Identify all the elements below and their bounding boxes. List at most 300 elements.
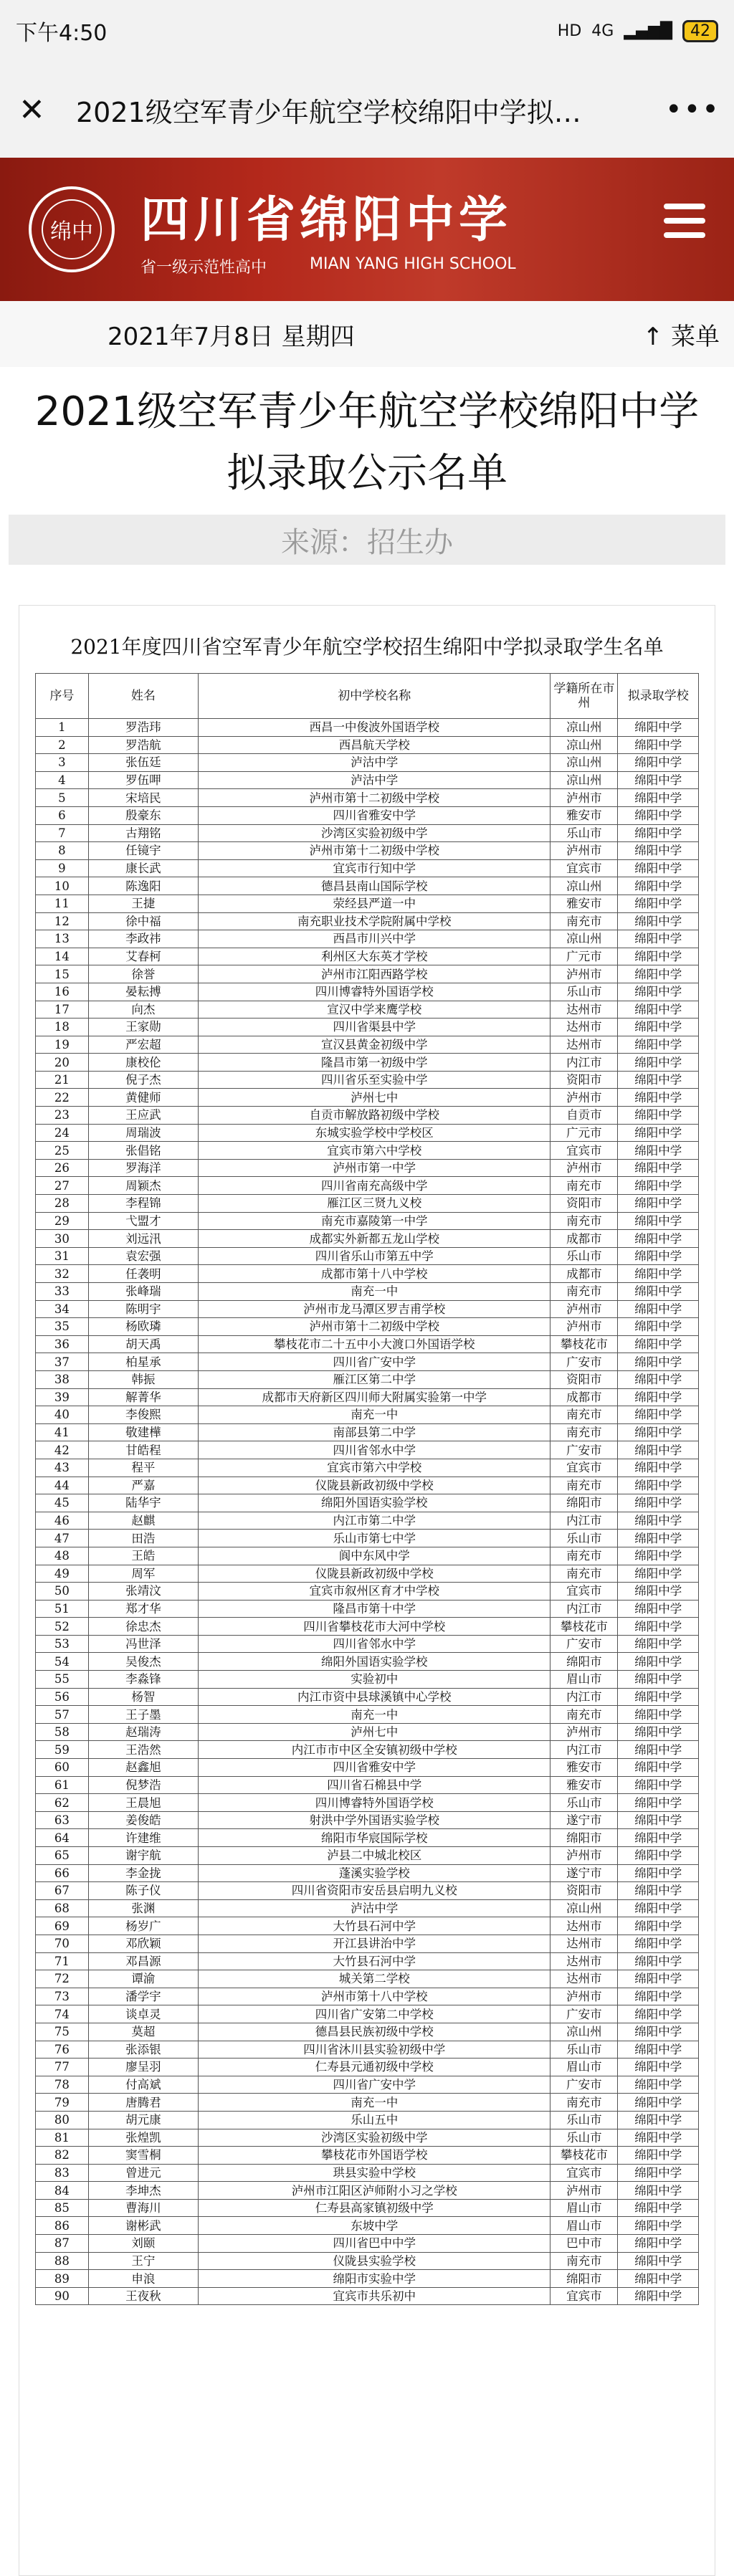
table-row <box>36 2252 699 2270</box>
table-cell: 绵阳中学 <box>618 1547 699 1565</box>
battery-level: 42 <box>690 22 710 40</box>
table-cell: 杨智 <box>88 1688 198 1706</box>
table-cell: 绵阳中学 <box>618 1054 699 1072</box>
table-cell: 绵阳中学 <box>618 1811 699 1829</box>
table-cell: 绵阳中学 <box>618 1001 699 1019</box>
table-row <box>36 1054 699 1072</box>
table-cell: 广安市 <box>550 1635 618 1653</box>
table-cell: 罗伍呷 <box>88 771 198 789</box>
table-cell: 攀枝花市二十五中小大渡口外国语学校 <box>199 1335 550 1353</box>
table-cell: 绵阳中学 <box>618 2199 699 2217</box>
article-source: 来源：招生办 <box>9 515 725 565</box>
table-cell: 向杰 <box>88 1001 198 1019</box>
table-cell: 程平 <box>88 1459 198 1477</box>
table-row <box>36 1477 699 1494</box>
table-cell: 晏耘搏 <box>88 983 198 1001</box>
table-row <box>36 1001 699 1019</box>
table-cell: 宜宾市 <box>550 1459 618 1477</box>
table-cell: 仪陇县实验学校 <box>199 2252 550 2270</box>
table-cell: 弋盟才 <box>88 1212 198 1230</box>
table-cell: 绵阳中学 <box>618 983 699 1001</box>
table-cell: 36 <box>36 1335 89 1353</box>
table-cell: 9 <box>36 859 89 877</box>
table-row <box>36 1265 699 1283</box>
school-brand <box>140 181 516 277</box>
table-cell: 仪陇县新政初级中学校 <box>199 1477 550 1494</box>
table-cell: 罗浩玮 <box>88 719 198 737</box>
table-cell: 广安市 <box>550 1353 618 1371</box>
table-cell: 康长武 <box>88 859 198 877</box>
table-cell: 53 <box>36 1635 89 1653</box>
table-cell: 16 <box>36 983 89 1001</box>
table-cell: 绵阳中学 <box>618 1776 699 1794</box>
table-row <box>36 1547 699 1565</box>
table-cell: 荥经县严道一中 <box>199 895 550 912</box>
table-row <box>36 1688 699 1706</box>
table-cell: 李俊熙 <box>88 1406 198 1424</box>
table-cell: 绵阳中学 <box>618 1353 699 1371</box>
table-cell: 69 <box>36 1917 89 1935</box>
table-cell: 南充职业技术学院附属中学校 <box>199 912 550 930</box>
table-cell: 绵阳中学 <box>618 877 699 895</box>
table-cell: 王皓 <box>88 1547 198 1565</box>
table-cell: 许建维 <box>88 1829 198 1847</box>
table-cell: 80 <box>36 2111 89 2129</box>
table-row <box>36 1565 699 1583</box>
date-bar <box>0 301 734 367</box>
table-cell: 61 <box>36 1776 89 1794</box>
table-cell: 82 <box>36 2147 89 2165</box>
table-row <box>36 1142 699 1160</box>
table-cell: 陈子仪 <box>88 1882 198 1900</box>
menu-button[interactable]: ↑ 菜单 <box>642 322 720 351</box>
table-row <box>36 1107 699 1125</box>
table-cell: 达州市 <box>550 1935 618 1952</box>
table-cell: 78 <box>36 2076 89 2094</box>
table-cell: 2 <box>36 736 89 754</box>
table-cell: 凉山州 <box>550 771 618 789</box>
table-cell: 绵阳中学 <box>618 2252 699 2270</box>
table-cell: 南充一中 <box>199 1706 550 1724</box>
table-cell: 吴俊杰 <box>88 1653 198 1671</box>
table-cell: 凉山州 <box>550 2023 618 2041</box>
nav-bar <box>0 62 734 158</box>
table-cell: 陈明宇 <box>88 1300 198 1318</box>
table-cell: 王捷 <box>88 895 198 912</box>
table-cell: 周颖杰 <box>88 1177 198 1195</box>
table-cell: 广安市 <box>550 2076 618 2094</box>
table-cell: 86 <box>36 2217 89 2235</box>
table-cell: 71 <box>36 1952 89 1970</box>
table-cell: 东坡中学 <box>199 2217 550 2235</box>
table-cell: 成都市 <box>550 1265 618 1283</box>
table-cell: 绵阳中学 <box>618 1688 699 1706</box>
table-cell: 绵阳中学 <box>618 1089 699 1107</box>
table-cell: 凉山州 <box>550 719 618 737</box>
table-cell: 70 <box>36 1935 89 1952</box>
table-cell: 隆昌市第一初级中学 <box>199 1054 550 1072</box>
table-cell: 南充市 <box>550 1477 618 1494</box>
table-cell: 乐山市 <box>550 2111 618 2129</box>
table-cell: 南充市 <box>550 1212 618 1230</box>
table-cell: 43 <box>36 1459 89 1477</box>
table-cell: 解菁华 <box>88 1388 198 1406</box>
table-cell: 绵阳中学 <box>618 1635 699 1653</box>
table-cell: 艾春柯 <box>88 948 198 965</box>
table-cell: 周瑞波 <box>88 1124 198 1142</box>
table-cell: 攀枝花市 <box>550 1618 618 1636</box>
table-row <box>36 1512 699 1530</box>
table-cell: 付高斌 <box>88 2076 198 2094</box>
table-cell: 内江市第二中学 <box>199 1512 550 1530</box>
table-cell: 攀枝花市外国语学校 <box>199 2147 550 2165</box>
table-cell: 75 <box>36 2023 89 2041</box>
table-cell: 绵阳市华宸国际学校 <box>199 1829 550 1847</box>
table-cell: 绵阳中学 <box>618 1265 699 1283</box>
column-header: 初中学校名称 <box>199 674 550 719</box>
table-cell: 四川省巴中中学 <box>199 2235 550 2253</box>
table-cell: 89 <box>36 2270 89 2288</box>
table-cell: 17 <box>36 1001 89 1019</box>
table-cell: 柏星承 <box>88 1353 198 1371</box>
table-cell: 绵阳中学 <box>618 2270 699 2288</box>
table-cell: 徐中福 <box>88 912 198 930</box>
table-cell: 37 <box>36 1353 89 1371</box>
table-cell: 泸州市 <box>550 1318 618 1336</box>
table-row <box>36 912 699 930</box>
table-cell: 谭渝 <box>88 1970 198 1988</box>
table-row <box>36 1300 699 1318</box>
table-row <box>36 895 699 912</box>
table-cell: 严宏超 <box>88 1036 198 1054</box>
table-cell: 泸州市 <box>550 1089 618 1107</box>
table-cell: 绵阳中学 <box>618 1370 699 1388</box>
table-row <box>36 859 699 877</box>
table-cell: 仁寿县高家镇初级中学 <box>199 2199 550 2217</box>
table-cell: 甘皓程 <box>88 1441 198 1459</box>
table-cell: 24 <box>36 1124 89 1142</box>
table-cell: 21 <box>36 1071 89 1089</box>
table-row <box>36 2041 699 2059</box>
table-cell: 四川省雅安中学 <box>199 1759 550 1777</box>
table-cell: 绵阳中学 <box>618 1019 699 1036</box>
table-cell: 绵阳中学 <box>618 2076 699 2094</box>
table-cell: 7 <box>36 824 89 842</box>
table-cell: 50 <box>36 1583 89 1601</box>
table-cell: 55 <box>36 1671 89 1689</box>
table-cell: 敬建樺 <box>88 1423 198 1441</box>
table-cell: 绵阳中学 <box>618 2041 699 2059</box>
table-cell: 绵阳中学 <box>618 842 699 860</box>
table-cell: 泸州市 <box>550 842 618 860</box>
table-cell: 泸沽中学 <box>199 771 550 789</box>
table-cell: 任镜宇 <box>88 842 198 860</box>
table-row <box>36 1847 699 1865</box>
table-row <box>36 719 699 737</box>
table-cell: 廖呈羽 <box>88 2059 198 2076</box>
table-cell: 四川省乐山市第五中学 <box>199 1247 550 1265</box>
table-cell: 泸州市 <box>550 965 618 983</box>
hamburger-menu-icon[interactable] <box>664 204 705 247</box>
table-cell: 绵阳中学 <box>618 754 699 772</box>
table-cell: 绵阳中学 <box>618 1706 699 1724</box>
table-row <box>36 2076 699 2094</box>
table-cell: 自贡市 <box>550 1107 618 1125</box>
table-cell: 35 <box>36 1318 89 1336</box>
table-cell: 13 <box>36 930 89 948</box>
table-row <box>36 1388 699 1406</box>
table-cell: 泸州市江阳西路学校 <box>199 965 550 983</box>
table-cell: 达州市 <box>550 1917 618 1935</box>
table-cell: 胡天禹 <box>88 1335 198 1353</box>
table-cell: 58 <box>36 1723 89 1741</box>
table-cell: 沙湾区实验初级中学 <box>199 2129 550 2147</box>
table-cell: 绵阳中学 <box>618 1423 699 1441</box>
table-cell: 泸州市第一中学 <box>199 1159 550 1177</box>
table-cell: 67 <box>36 1882 89 1900</box>
table-cell: 泸州市 <box>550 2182 618 2200</box>
table-cell: 城关第二学校 <box>199 1970 550 1988</box>
table-cell: 泸州市龙马潭区罗吉甫学校 <box>199 1300 550 1318</box>
table-cell: 射洪中学外国语实验学校 <box>199 1811 550 1829</box>
more-icon[interactable]: ••• <box>665 93 720 126</box>
table-row <box>36 948 699 965</box>
table-row <box>36 2199 699 2217</box>
table-cell: 内江市 <box>550 1512 618 1530</box>
table-cell: 绵阳中学 <box>618 824 699 842</box>
table-cell: 徐忠杰 <box>88 1618 198 1636</box>
table-cell: 刘远汛 <box>88 1230 198 1248</box>
table-cell: 四川博睿特外国语学校 <box>199 1794 550 1812</box>
table-row <box>36 1864 699 1882</box>
table-cell: 64 <box>36 1829 89 1847</box>
table-cell: 77 <box>36 2059 89 2076</box>
table-cell: 绵阳外国语实验学校 <box>199 1494 550 1512</box>
table-cell: 48 <box>36 1547 89 1565</box>
table-cell: 68 <box>36 1899 89 1917</box>
table-row <box>36 2182 699 2200</box>
table-cell: 绵阳中学 <box>618 1071 699 1089</box>
table-row <box>36 824 699 842</box>
table-cell: 绵阳外国语实验学校 <box>199 1653 550 1671</box>
table-row <box>36 1019 699 1036</box>
table-cell: 87 <box>36 2235 89 2253</box>
table-cell: 雅安市 <box>550 1759 618 1777</box>
table-cell: 李金拢 <box>88 1864 198 1882</box>
table-cell: 利州区大东英才学校 <box>199 948 550 965</box>
table-cell: 绵阳中学 <box>618 1212 699 1230</box>
table-cell: 成都市第十八中学校 <box>199 1265 550 1283</box>
table-cell: 南充市 <box>550 1706 618 1724</box>
table-cell: 绵阳中学 <box>618 948 699 965</box>
table-cell: 绵阳中学 <box>618 1565 699 1583</box>
table-header-row <box>36 674 699 719</box>
table-row <box>36 1195 699 1213</box>
table-cell: 63 <box>36 1811 89 1829</box>
table-cell: 绵阳中学 <box>618 2129 699 2147</box>
table-cell: 王夜秋 <box>88 2287 198 2305</box>
table-cell: 15 <box>36 965 89 983</box>
table-cell: 韩振 <box>88 1370 198 1388</box>
table-cell: 84 <box>36 2182 89 2200</box>
table-row <box>36 1583 699 1601</box>
close-icon[interactable]: ✕ <box>19 91 45 128</box>
table-cell: 谢彬武 <box>88 2217 198 2235</box>
table-cell: 绵阳中学 <box>618 1583 699 1601</box>
table-cell: 西昌航天学校 <box>199 736 550 754</box>
table-cell: 攀枝花市 <box>550 2147 618 2165</box>
table-cell: 绵阳中学 <box>618 2217 699 2235</box>
table-cell: 42 <box>36 1441 89 1459</box>
table-row <box>36 1530 699 1547</box>
table-row <box>36 2287 699 2305</box>
table-cell: 成都市 <box>550 1230 618 1248</box>
table-row <box>36 1829 699 1847</box>
table-cell: 王应武 <box>88 1107 198 1125</box>
table-cell: 绵阳中学 <box>618 1671 699 1689</box>
table-cell: 绵阳中学 <box>618 1988 699 2005</box>
table-cell: 宜宾市 <box>550 1583 618 1601</box>
table-cell: 南充市 <box>550 2252 618 2270</box>
table-cell: 达州市 <box>550 1970 618 1988</box>
table-cell: 殷豪东 <box>88 806 198 824</box>
table-cell: 宜宾市第六中学校 <box>199 1142 550 1160</box>
table-cell: 泸州市第十八中学校 <box>199 1988 550 2005</box>
table-cell: 52 <box>36 1618 89 1636</box>
table-row <box>36 2023 699 2041</box>
table-cell: 倪梦浩 <box>88 1776 198 1794</box>
table-cell: 绵阳市实验中学 <box>199 2270 550 2288</box>
table-cell: 绵阳中学 <box>618 736 699 754</box>
table-cell: 31 <box>36 1247 89 1265</box>
table-cell: 王子墨 <box>88 1706 198 1724</box>
table-cell: 邓欣颖 <box>88 1935 198 1952</box>
table-row <box>36 2129 699 2147</box>
table-row <box>36 1653 699 1671</box>
table-cell: 遂宁市 <box>550 1811 618 1829</box>
table-row <box>36 1899 699 1917</box>
table-cell: 绵阳中学 <box>618 2059 699 2076</box>
table-cell: 古翔铭 <box>88 824 198 842</box>
table-cell: 南充市 <box>550 1177 618 1195</box>
table-cell: 宜宾市行知中学 <box>199 859 550 877</box>
table-cell: 仪陇县新政初级中学校 <box>199 1565 550 1583</box>
table-cell: 宣汉中学来鹰学校 <box>199 1001 550 1019</box>
table-cell: 唐腾君 <box>88 2094 198 2112</box>
table-cell: 绵阳中学 <box>618 1459 699 1477</box>
table-row <box>36 2111 699 2129</box>
table-cell: 邓昌源 <box>88 1952 198 1970</box>
table-cell: 泸州市第十二初级中学校 <box>199 789 550 807</box>
table-cell: 绵阳中学 <box>618 1759 699 1777</box>
table-cell: 王晨旭 <box>88 1794 198 1812</box>
table-cell: 凉山州 <box>550 877 618 895</box>
table-row <box>36 1741 699 1759</box>
table-cell: 绵阳中学 <box>618 1494 699 1512</box>
table-cell: 乐山市 <box>550 983 618 1001</box>
table-cell: 张倡铭 <box>88 1142 198 1160</box>
table-row <box>36 1283 699 1301</box>
table-cell: 绵阳中学 <box>618 1970 699 1988</box>
table-cell: 90 <box>36 2287 89 2305</box>
table-cell: 西昌市川兴中学 <box>199 930 550 948</box>
table-cell: 57 <box>36 1706 89 1724</box>
table-cell: 绵阳中学 <box>618 930 699 948</box>
table-row <box>36 771 699 789</box>
table-cell: 广元市 <box>550 1124 618 1142</box>
table-cell: 乐山市 <box>550 824 618 842</box>
table-cell: 大竹县石河中学 <box>199 1917 550 1935</box>
table-row <box>36 1970 699 1988</box>
table-cell: 79 <box>36 2094 89 2112</box>
table-cell: 泸州市 <box>550 1988 618 2005</box>
table-row <box>36 983 699 1001</box>
publish-date: 2021年7月8日 星期四 <box>108 322 355 351</box>
table-cell: 南充市 <box>550 1283 618 1301</box>
table-cell: 5 <box>36 789 89 807</box>
table-cell: 李政祎 <box>88 930 198 948</box>
table-row <box>36 1370 699 1388</box>
table-cell: 23 <box>36 1107 89 1125</box>
table-row <box>36 1212 699 1230</box>
table-cell: 张渊 <box>88 1899 198 1917</box>
table-row <box>36 736 699 754</box>
table-cell: 资阳市 <box>550 1370 618 1388</box>
table-cell: 达州市 <box>550 1036 618 1054</box>
table-cell: 自贡市解放路初级中学校 <box>199 1107 550 1125</box>
table-cell: 四川省邻水中学 <box>199 1635 550 1653</box>
table-row <box>36 930 699 948</box>
table-row <box>36 1353 699 1371</box>
table-cell: 绵阳中学 <box>618 1283 699 1301</box>
table-row <box>36 1671 699 1689</box>
table-row <box>36 1811 699 1829</box>
table-cell: 南充市 <box>550 2094 618 2112</box>
table-cell: 四川省资阳市安岳县启明九义校 <box>199 1882 550 1900</box>
table-cell: 绵阳中学 <box>618 1406 699 1424</box>
table-cell: 南充市 <box>550 1547 618 1565</box>
table-cell: 四川省渠县中学 <box>199 1019 550 1036</box>
table-row <box>36 1882 699 1900</box>
table-cell: 眉山市 <box>550 2199 618 2217</box>
table-cell: 宜宾市共乐初中 <box>199 2287 550 2305</box>
table-cell: 四川省雅安中学 <box>199 806 550 824</box>
table-cell: 绵阳中学 <box>618 1177 699 1195</box>
table-cell: 郑才华 <box>88 1600 198 1618</box>
table-cell: 25 <box>36 1142 89 1160</box>
table-cell: 绵阳中学 <box>618 1917 699 1935</box>
table-cell: 绵阳中学 <box>618 859 699 877</box>
table-row <box>36 2059 699 2076</box>
table-cell: 眉山市 <box>550 1671 618 1689</box>
table-cell: 绵阳中学 <box>618 719 699 737</box>
table-cell: 绵阳中学 <box>618 1388 699 1406</box>
table-cell: 绵阳中学 <box>618 1935 699 1952</box>
table-cell: 泸县二中城北校区 <box>199 1847 550 1865</box>
table-cell: 胡元康 <box>88 2111 198 2129</box>
table-cell: 88 <box>36 2252 89 2270</box>
table-cell: 东城实验学校中学校区 <box>199 1124 550 1142</box>
table-cell: 大竹县石河中学 <box>199 1952 550 1970</box>
table-cell: 南充市 <box>550 1406 618 1424</box>
table-cell: 28 <box>36 1195 89 1213</box>
table-cell: 内江市 <box>550 1600 618 1618</box>
table-cell: 资阳市 <box>550 1882 618 1900</box>
table-cell: 泸州市第十二初级中学校 <box>199 842 550 860</box>
table-cell: 陈逸阳 <box>88 877 198 895</box>
table-cell: 南充一中 <box>199 1283 550 1301</box>
table-cell: 资阳市 <box>550 1071 618 1089</box>
